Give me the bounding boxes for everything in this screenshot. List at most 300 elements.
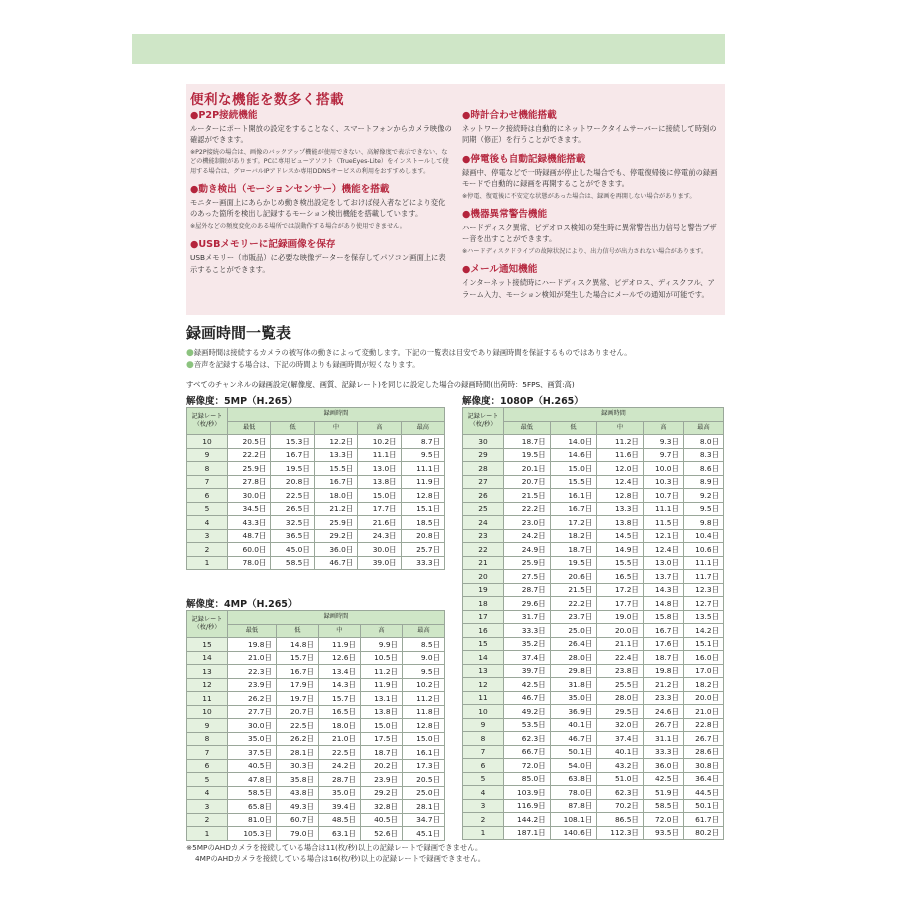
time-cell: 21.5日 — [550, 583, 597, 597]
time-cell: 9.5日 — [401, 448, 444, 462]
time-cell: 17.9日 — [276, 678, 318, 692]
time-cell: 12.1日 — [643, 529, 683, 543]
table-row — [463, 826, 724, 840]
time-cell: 20.5日 — [402, 773, 444, 787]
time-cell: 11.9日 — [401, 475, 444, 489]
note-line: ●音声を記録する場合は、下記の時間よりも録画時間が短くなります。 — [186, 360, 420, 370]
time-cell: 22.2日 — [228, 448, 271, 462]
time-cell: 9.0日 — [402, 651, 444, 665]
time-cell: 40.5日 — [360, 813, 402, 827]
time-cell: 20.5日 — [228, 435, 271, 449]
time-cell: 30.8日 — [683, 759, 723, 773]
time-cell: 10.7日 — [643, 489, 683, 503]
table-caption-4mp: 解像度：4MP（H.265） — [186, 599, 298, 610]
time-cell: 47.8日 — [228, 773, 277, 787]
table-row — [187, 502, 445, 516]
table-row — [187, 665, 445, 679]
time-cell: 11.1日 — [358, 448, 401, 462]
time-cell: 16.7日 — [314, 475, 357, 489]
table-row — [187, 638, 445, 652]
time-cell: 79.0日 — [276, 827, 318, 841]
header-quality: 最低 — [228, 624, 277, 638]
table-row — [463, 556, 724, 570]
feature-body: モニター画面上にあらかじめ動き検出設定をしておけば侵入者などにより変化のあった箇所を検出し記録するモーション検出機能を搭載しています。 — [190, 198, 446, 219]
time-cell: 17.6日 — [643, 637, 683, 651]
time-cell: 11.9日 — [318, 638, 360, 652]
note-line: ●録画時間は接続するカメラの被写体の動きによって変動します。下記の一覧表は目安であり録画時間を保証するものではありません。 — [186, 348, 632, 358]
time-cell: 12.3日 — [683, 583, 723, 597]
time-cell: 40.1日 — [597, 745, 644, 759]
time-cell: 14.8日 — [643, 597, 683, 611]
header-quality: 最高 — [401, 421, 444, 435]
time-cell: 24.2日 — [318, 759, 360, 773]
time-cell: 20.8日 — [271, 475, 314, 489]
table-row — [463, 664, 724, 678]
time-cell: 42.5日 — [643, 772, 683, 786]
time-cell: 15.0日 — [360, 719, 402, 733]
time-cell: 58.5日 — [228, 786, 277, 800]
time-cell: 9.7日 — [643, 448, 683, 462]
time-cell: 49.3日 — [276, 800, 318, 814]
time-cell: 22.2日 — [504, 502, 551, 516]
time-cell: 53.5日 — [504, 718, 551, 732]
time-cell: 34.5日 — [228, 502, 271, 516]
time-cell: 15.1日 — [683, 637, 723, 651]
time-cell: 10.2日 — [402, 678, 444, 692]
table-row — [463, 624, 724, 638]
feature-note: ※ハードディスクドライブの故障状況により、出力信号が出力されない場合があります。 — [462, 247, 708, 255]
time-cell: 36.9日 — [550, 705, 597, 719]
rate-cell: 20 — [463, 570, 504, 584]
time-cell: 26.2日 — [276, 732, 318, 746]
time-cell: 78.0日 — [550, 786, 597, 800]
rate-cell: 3 — [463, 799, 504, 813]
time-cell: 22.5日 — [276, 719, 318, 733]
time-cell: 13.5日 — [683, 610, 723, 624]
time-cell: 18.7日 — [643, 651, 683, 665]
time-cell: 30.0日 — [228, 719, 277, 733]
rate-cell: 7 — [187, 475, 228, 489]
time-cell: 19.5日 — [550, 556, 597, 570]
feature-alarm — [462, 208, 722, 256]
time-cell: 33.3日 — [504, 624, 551, 638]
table-row — [463, 745, 724, 759]
rate-cell: 3 — [187, 529, 228, 543]
time-cell: 10.4日 — [683, 529, 723, 543]
time-cell: 12.0日 — [597, 462, 644, 476]
time-cell: 19.8日 — [643, 664, 683, 678]
time-cell: 16.7日 — [271, 448, 314, 462]
table-row — [463, 799, 724, 813]
time-cell: 35.8日 — [276, 773, 318, 787]
time-cell: 12.6日 — [318, 651, 360, 665]
rate-cell: 6 — [187, 489, 228, 503]
time-cell: 11.1日 — [683, 556, 723, 570]
rate-cell: 14 — [187, 651, 228, 665]
rate-cell: 1 — [187, 827, 228, 841]
time-cell: 28.7日 — [318, 773, 360, 787]
header-rate: 記録レート （枚/秒） — [187, 611, 228, 638]
time-cell: 86.5日 — [597, 813, 644, 827]
table-row — [187, 556, 445, 570]
time-cell: 8.3日 — [683, 448, 723, 462]
time-cell: 13.0日 — [643, 556, 683, 570]
rate-cell: 11 — [187, 692, 228, 706]
table-row — [187, 827, 445, 841]
table-row — [463, 786, 724, 800]
time-cell: 14.6日 — [550, 448, 597, 462]
time-cell: 18.2日 — [683, 678, 723, 692]
time-cell: 16.5日 — [318, 705, 360, 719]
time-cell: 14.3日 — [318, 678, 360, 692]
header-group: 録画時間 — [228, 611, 445, 625]
table-row — [463, 462, 724, 476]
time-cell: 28.0日 — [597, 691, 644, 705]
time-cell: 19.5日 — [271, 462, 314, 476]
footnote-line: ※5MPのAHDカメラを接続している場合は11(枚/秒)以上の記録レートで録画できません。 — [186, 843, 483, 852]
header-quality: 中 — [318, 624, 360, 638]
time-cell: 30.3日 — [276, 759, 318, 773]
time-cell: 29.2日 — [360, 786, 402, 800]
time-cell: 46.7日 — [504, 691, 551, 705]
feature-body: ハードディスク異常、ビデオロス検知の発生時に異常警告出力信号と警告ブザー音を出すことができます。 — [462, 223, 717, 244]
time-cell: 140.6日 — [550, 826, 597, 840]
rate-cell: 22 — [463, 543, 504, 557]
header-quality: 最高 — [683, 421, 723, 435]
time-cell: 61.7日 — [683, 813, 723, 827]
table-row — [187, 813, 445, 827]
time-cell: 14.9日 — [597, 543, 644, 557]
time-cell: 11.1日 — [401, 462, 444, 476]
time-cell: 24.3日 — [358, 529, 401, 543]
time-cell: 19.5日 — [504, 448, 551, 462]
time-cell: 46.7日 — [550, 732, 597, 746]
time-cell: 10.3日 — [643, 475, 683, 489]
time-cell: 26.2日 — [228, 692, 277, 706]
table-row — [187, 746, 445, 760]
time-cell: 8.6日 — [683, 462, 723, 476]
time-cell: 23.0日 — [504, 516, 551, 530]
time-cell: 13.8日 — [360, 705, 402, 719]
time-cell: 85.0日 — [504, 772, 551, 786]
time-cell: 46.7日 — [314, 556, 357, 570]
time-cell: 14.0日 — [550, 435, 597, 449]
rate-cell: 2 — [187, 543, 228, 557]
feature-motion-detection — [190, 183, 452, 231]
footnote-line: 4MPのAHDカメラを接続している場合は16(枚/秒)以上の記録レートで録画できません。 — [195, 854, 486, 863]
time-cell: 87.8日 — [550, 799, 597, 813]
time-cell: 10.6日 — [683, 543, 723, 557]
rate-cell: 8 — [187, 732, 228, 746]
table-1080p — [462, 407, 724, 840]
time-cell: 49.2日 — [504, 705, 551, 719]
table-row — [463, 529, 724, 543]
table-row — [187, 651, 445, 665]
rate-cell: 12 — [187, 678, 228, 692]
time-cell: 39.4日 — [318, 800, 360, 814]
time-cell: 60.0日 — [228, 543, 271, 557]
header-band — [132, 34, 725, 64]
feature-power-recovery — [462, 153, 722, 201]
table-row — [463, 516, 724, 530]
time-cell: 17.2日 — [550, 516, 597, 530]
time-cell: 15.7日 — [276, 651, 318, 665]
time-cell: 28.1日 — [276, 746, 318, 760]
time-cell: 21.2日 — [643, 678, 683, 692]
table-row — [187, 705, 445, 719]
time-cell: 13.8日 — [358, 475, 401, 489]
time-cell: 15.5日 — [550, 475, 597, 489]
table-row — [463, 637, 724, 651]
time-cell: 72.0日 — [643, 813, 683, 827]
feature-body: USBメモリー（市販品）に必要な映像データーを保存してパソコン画面上に表示することができます。 — [190, 253, 446, 274]
time-cell: 23.3日 — [643, 691, 683, 705]
time-cell: 20.6日 — [550, 570, 597, 584]
time-cell: 13.8日 — [597, 516, 644, 530]
header-quality: 低 — [271, 421, 314, 435]
table-row — [463, 651, 724, 665]
time-cell: 80.2日 — [683, 826, 723, 840]
header-rate: 記録レート （枚/秒） — [187, 408, 228, 435]
time-cell: 33.3日 — [401, 556, 444, 570]
time-cell: 21.6日 — [358, 516, 401, 530]
time-cell: 52.6日 — [360, 827, 402, 841]
time-cell: 26.4日 — [550, 637, 597, 651]
rate-cell: 27 — [463, 475, 504, 489]
table-row — [187, 475, 445, 489]
time-cell: 22.4日 — [597, 651, 644, 665]
time-cell: 17.7日 — [358, 502, 401, 516]
rate-cell: 7 — [187, 746, 228, 760]
time-cell: 8.9日 — [683, 475, 723, 489]
time-cell: 15.3日 — [271, 435, 314, 449]
time-cell: 11.6日 — [597, 448, 644, 462]
rate-cell: 9 — [463, 718, 504, 732]
time-cell: 66.7日 — [504, 745, 551, 759]
time-cell: 50.1日 — [550, 745, 597, 759]
rate-cell: 12 — [463, 678, 504, 692]
rate-cell: 30 — [463, 435, 504, 449]
time-cell: 15.0日 — [550, 462, 597, 476]
time-cell: 11.8日 — [402, 705, 444, 719]
table-row — [187, 462, 445, 476]
time-cell: 24.9日 — [504, 543, 551, 557]
time-cell: 8.0日 — [683, 435, 723, 449]
time-cell: 10.5日 — [360, 651, 402, 665]
rate-cell: 4 — [463, 786, 504, 800]
time-cell: 11.5日 — [643, 516, 683, 530]
time-cell: 25.7日 — [401, 543, 444, 557]
time-cell: 14.5日 — [597, 529, 644, 543]
time-cell: 25.0日 — [550, 624, 597, 638]
rate-cell: 21 — [463, 556, 504, 570]
time-cell: 21.5日 — [504, 489, 551, 503]
time-cell: 21.2日 — [314, 502, 357, 516]
rate-cell: 2 — [187, 813, 228, 827]
time-cell: 20.0日 — [597, 624, 644, 638]
time-cell: 15.1日 — [401, 502, 444, 516]
time-cell: 14.3日 — [643, 583, 683, 597]
rate-cell: 26 — [463, 489, 504, 503]
feature-body: ルーターにポート開放の設定をすることなく、スマートフォンからカメラ映像の確認ができます。 — [190, 124, 452, 145]
time-cell: 39.0日 — [358, 556, 401, 570]
header-quality: 低 — [550, 421, 597, 435]
table-row — [187, 529, 445, 543]
time-cell: 105.3日 — [228, 827, 277, 841]
time-cell: 28.7日 — [504, 583, 551, 597]
table-row — [463, 718, 724, 732]
time-cell: 31.1日 — [643, 732, 683, 746]
rate-cell: 10 — [187, 705, 228, 719]
time-cell: 24.6日 — [643, 705, 683, 719]
feature-heading: ●時計合わせ機能搭載 — [462, 110, 557, 121]
time-cell: 23.9日 — [228, 678, 277, 692]
header-quality: 高 — [643, 421, 683, 435]
rate-cell: 16 — [463, 624, 504, 638]
time-cell: 16.1日 — [402, 746, 444, 760]
table-row — [463, 448, 724, 462]
rate-cell: 11 — [463, 691, 504, 705]
time-cell: 50.1日 — [683, 799, 723, 813]
time-cell: 11.2日 — [402, 692, 444, 706]
bullet-icon: ● — [186, 348, 194, 358]
time-cell: 32.0日 — [597, 718, 644, 732]
rate-cell: 5 — [187, 502, 228, 516]
time-cell: 29.5日 — [597, 705, 644, 719]
header-group: 録画時間 — [504, 408, 724, 422]
rate-cell: 3 — [187, 800, 228, 814]
rate-cell: 15 — [187, 638, 228, 652]
time-cell: 22.3日 — [228, 665, 277, 679]
feature-note: ※停電、復電後に不安定な状態があった場合は、録画を再開しない場合があります。 — [462, 192, 696, 200]
features-left-column — [190, 109, 452, 282]
time-cell: 19.7日 — [276, 692, 318, 706]
time-cell: 23.8日 — [597, 664, 644, 678]
table-row — [463, 597, 724, 611]
time-cell: 20.7日 — [504, 475, 551, 489]
time-cell: 16.1日 — [550, 489, 597, 503]
time-cell: 62.3日 — [597, 786, 644, 800]
time-cell: 45.0日 — [271, 543, 314, 557]
time-cell: 16.5日 — [597, 570, 644, 584]
time-cell: 24.2日 — [504, 529, 551, 543]
time-cell: 30.0日 — [228, 489, 271, 503]
header-quality: 最高 — [402, 624, 444, 638]
time-cell: 11.2日 — [360, 665, 402, 679]
rate-cell: 9 — [187, 719, 228, 733]
table-row — [463, 759, 724, 773]
time-cell: 13.1日 — [360, 692, 402, 706]
time-cell: 19.8日 — [228, 638, 277, 652]
rate-cell: 5 — [187, 773, 228, 787]
time-cell: 22.5日 — [271, 489, 314, 503]
header-quality: 中 — [597, 421, 644, 435]
time-cell: 9.9日 — [360, 638, 402, 652]
time-cell: 12.8日 — [401, 489, 444, 503]
table-row — [187, 516, 445, 530]
rate-cell: 13 — [187, 665, 228, 679]
time-cell: 18.0日 — [314, 489, 357, 503]
time-cell: 39.7日 — [504, 664, 551, 678]
time-cell: 48.5日 — [318, 813, 360, 827]
time-cell: 12.8日 — [597, 489, 644, 503]
recording-title: 録画時間一覧表 — [186, 324, 292, 342]
time-cell: 36.0日 — [314, 543, 357, 557]
time-cell: 62.3日 — [504, 732, 551, 746]
time-cell: 187.1日 — [504, 826, 551, 840]
time-cell: 29.2日 — [314, 529, 357, 543]
table-row — [463, 489, 724, 503]
rate-cell: 9 — [187, 448, 228, 462]
feature-body: ネットワーク接続時は自動的にネットワークタイムサーバーに接続して時刻の同期（修正）を行うことができます。 — [462, 124, 717, 145]
feature-body: インターネット接続時にハードディスク異常、ビデオロス、ディスクフル、アラーム入力、モーション検知が発生した場合にメールでの通知が可能です。 — [462, 278, 715, 299]
time-cell: 108.1日 — [550, 813, 597, 827]
rate-cell: 24 — [463, 516, 504, 530]
time-cell: 16.7日 — [643, 624, 683, 638]
time-cell: 54.0日 — [550, 759, 597, 773]
time-cell: 72.0日 — [504, 759, 551, 773]
time-cell: 15.7日 — [318, 692, 360, 706]
time-cell: 15.5日 — [314, 462, 357, 476]
time-cell: 20.1日 — [504, 462, 551, 476]
header-quality: 最低 — [228, 421, 271, 435]
time-cell: 21.1日 — [597, 637, 644, 651]
time-cell: 37.4日 — [504, 651, 551, 665]
features-right-column — [462, 109, 722, 307]
time-cell: 29.6日 — [504, 597, 551, 611]
table-row — [187, 692, 445, 706]
feature-usb-backup — [190, 238, 452, 275]
table-caption-1080p: 解像度：1080P（H.265） — [462, 396, 584, 407]
table-row — [187, 786, 445, 800]
time-cell: 16.0日 — [683, 651, 723, 665]
time-cell: 48.7日 — [228, 529, 271, 543]
time-cell: 26.7日 — [683, 732, 723, 746]
time-cell: 63.8日 — [550, 772, 597, 786]
time-cell: 18.7日 — [504, 435, 551, 449]
table-row — [463, 813, 724, 827]
time-cell: 81.0日 — [228, 813, 277, 827]
table-row — [463, 610, 724, 624]
time-cell: 20.7日 — [276, 705, 318, 719]
time-cell: 32.5日 — [271, 516, 314, 530]
rate-cell: 6 — [463, 759, 504, 773]
feature-heading: ●メール通知機能 — [462, 264, 538, 276]
time-cell: 13.0日 — [358, 462, 401, 476]
rate-cell: 17 — [463, 610, 504, 624]
rate-cell: 18 — [463, 597, 504, 611]
table-row — [187, 800, 445, 814]
rate-cell: 7 — [463, 745, 504, 759]
time-cell: 22.2日 — [550, 597, 597, 611]
table-row — [463, 502, 724, 516]
time-cell: 18.7日 — [550, 543, 597, 557]
time-cell: 9.2日 — [683, 489, 723, 503]
features-title: 便利な機能を数多く搭載 — [190, 92, 344, 108]
time-cell: 30.0日 — [358, 543, 401, 557]
rate-cell: 4 — [187, 516, 228, 530]
time-cell: 10.0日 — [643, 462, 683, 476]
time-cell: 9.3日 — [643, 435, 683, 449]
time-cell: 44.5日 — [683, 786, 723, 800]
time-cell: 21.0日 — [228, 651, 277, 665]
feature-heading: ●停電後も自動記録機能搭載 — [462, 153, 586, 165]
recording-notes — [186, 347, 746, 371]
time-cell: 15.8日 — [643, 610, 683, 624]
time-cell: 35.2日 — [504, 637, 551, 651]
rate-cell: 6 — [187, 759, 228, 773]
table-caption-5mp: 解像度：5MP（H.265） — [186, 396, 298, 407]
